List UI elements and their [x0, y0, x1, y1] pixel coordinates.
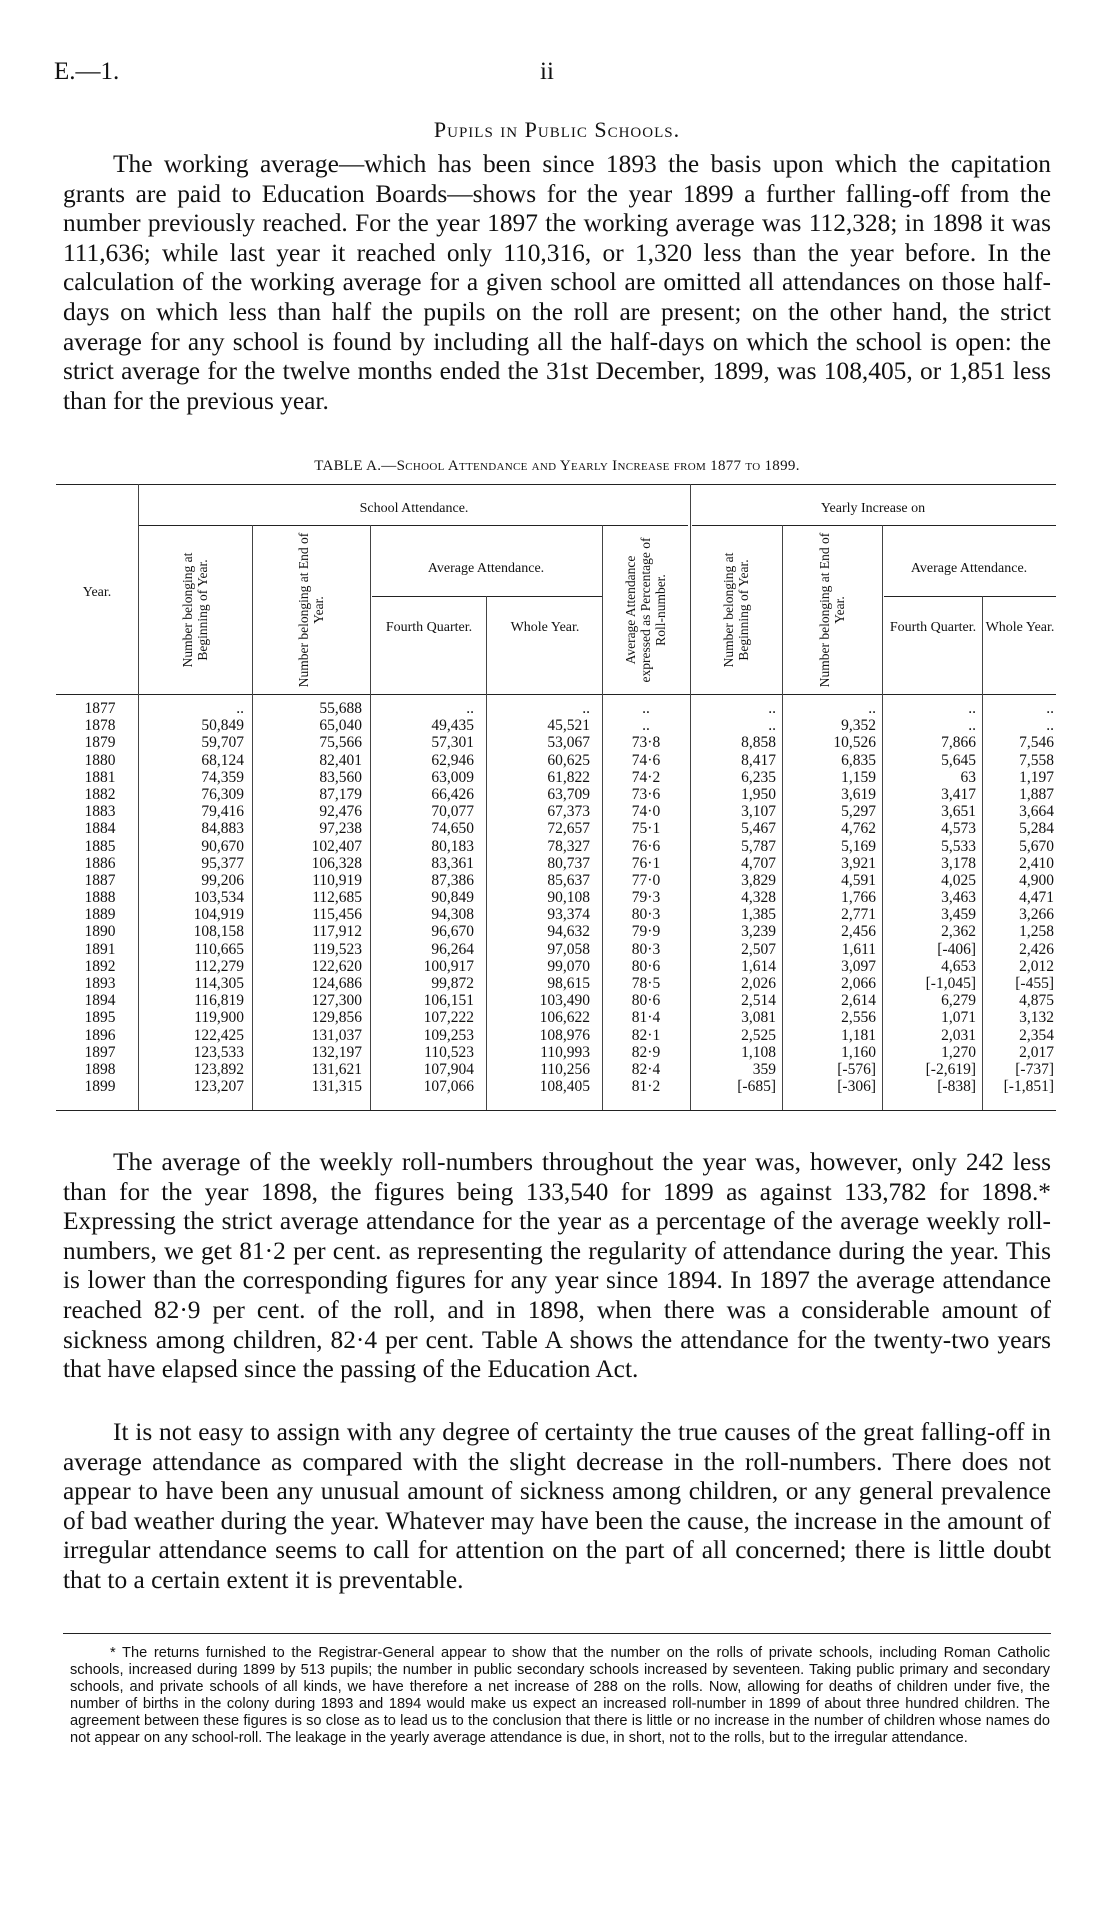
table-cell-inc-num-begin: 2,525 — [741, 1026, 776, 1044]
table-cell-year: 1890 — [84, 923, 116, 941]
table-cell-fourth-q: 106,151 — [423, 992, 474, 1010]
table-cell-inc-num-begin: 1,614 — [741, 957, 776, 975]
table-cell-pct: 75·1 — [631, 820, 661, 838]
col-rule — [690, 484, 691, 1110]
table-caption-title: School Attendance and Yearly Increase from 1877 to 1899. — [396, 458, 800, 474]
table-cell-num-begin: 68,124 — [201, 751, 244, 769]
table-cell-pct: 79·3 — [631, 889, 661, 907]
table-cell-inc-num-end: 5,169 — [841, 837, 876, 855]
footnote — [70, 1645, 1050, 1747]
table-cell-num-begin: 103,534 — [193, 889, 244, 907]
table-cell-inc-whole-y: [-1,851] — [1003, 1078, 1054, 1096]
table-cell-num-begin: 90,670 — [201, 837, 244, 855]
table-cell-inc-num-end: [-306] — [837, 1078, 876, 1096]
table-cell-whole-y: 53,067 — [547, 734, 590, 752]
table-cell-whole-y: .. — [582, 700, 590, 717]
table-cell-whole-y: 103,490 — [539, 992, 590, 1010]
table-cell-inc-whole-y: 2,012 — [1019, 957, 1054, 975]
table-cell-whole-y: 78,327 — [547, 837, 590, 855]
table-cell-whole-y: 45,521 — [547, 717, 590, 735]
table-cell-inc-whole-y: 3,132 — [1019, 1009, 1054, 1027]
table-cell-inc-num-end: 9,352 — [841, 717, 876, 735]
table-cell-fourth-q: 90,849 — [431, 889, 474, 907]
table-cell-whole-y: 94,632 — [547, 923, 590, 941]
table-cell-pct: 73·6 — [631, 785, 661, 803]
table-cell-fourth-q: 57,301 — [431, 734, 474, 752]
column-number-beginning — [140, 700, 244, 1095]
header-increase-fourth-quarter: Fourth Quarter. — [889, 620, 977, 635]
table-cell-inc-fourth-q: [-838] — [937, 1078, 976, 1096]
table-cell-inc-whole-y: 5,284 — [1019, 820, 1054, 838]
table-cell-whole-y: 85,637 — [547, 871, 590, 889]
table-cell-num-begin: 114,305 — [194, 975, 244, 992]
table-cell-pct: 74·6 — [631, 751, 661, 769]
header-average-attendance: Average Attendance. — [427, 561, 545, 576]
table-cell-inc-fourth-q: 4,653 — [941, 957, 976, 975]
header-increase-number-end: Number belonging at End of Year. — [817, 532, 847, 688]
table-cell-pct: 74·0 — [631, 803, 661, 821]
column-fourth-quarter — [372, 700, 474, 1095]
table-cell-inc-num-end: 5,297 — [841, 803, 876, 821]
table-cell-num-end: 129,856 — [311, 1009, 362, 1027]
table-cell-year: 1882 — [84, 785, 116, 803]
table-cell-year: 1892 — [84, 957, 116, 975]
table-cell-inc-whole-y: 2,410 — [1019, 854, 1054, 872]
table-cell-year: 1886 — [84, 854, 116, 872]
table-cell-pct: 82·9 — [631, 1043, 661, 1061]
table-cell-year: 1897 — [84, 1043, 116, 1061]
table-cell-whole-y: 98,615 — [547, 975, 590, 992]
table-cell-num-end: 132,197 — [311, 1043, 362, 1061]
table-cell-inc-num-begin: 3,829 — [741, 871, 776, 889]
table-top-rule — [56, 484, 1056, 485]
group-rule-right — [692, 525, 1056, 526]
avg-att-rule-left — [372, 596, 602, 597]
table-cell-inc-whole-y: 2,426 — [1019, 940, 1054, 958]
table-cell-inc-num-end: 1,181 — [841, 1026, 876, 1044]
table-cell-inc-num-begin: 5,787 — [741, 837, 776, 855]
header-fourth-quarter: Fourth Quarter. — [385, 620, 473, 635]
table-cell-fourth-q: 107,066 — [423, 1078, 474, 1096]
table-bottom-rule — [56, 1110, 1056, 1111]
column-whole-year — [488, 700, 590, 1095]
column-year — [64, 700, 136, 1095]
table-cell-inc-whole-y: .. — [1046, 700, 1054, 717]
column-increase-whole-year — [984, 700, 1054, 1095]
table-cell-num-end: 65,040 — [319, 717, 362, 735]
table-cell-year: 1891 — [84, 940, 116, 958]
table-cell-inc-whole-y: [-737] — [1015, 1060, 1054, 1078]
table-cell-num-end: 112,685 — [312, 889, 362, 907]
table-cell-inc-whole-y: 2,354 — [1019, 1026, 1054, 1044]
group-header-school-attendance: School Attendance. — [359, 501, 469, 516]
table-cell-year: 1885 — [84, 837, 116, 855]
table-cell-year: 1877 — [84, 700, 116, 717]
paragraph-working-average: The working average—which has been since 1893 the basis upon which the capitation grants are paid to Education Boards—shows for the year 1899 a further falling-off from the number previously reached. For the year 1897 the working average was 112,328; in 1898 it was 111,636; while last year it reached only 110,316, or 1,320 less than the year before. In the calculation of the working average for a given school are omitted all attendances on those half-days on which less than half the pupils on the roll are present; on the other hand, the strict average for any school is found by including all the half-days on which the school is open: the strict average for the twelve months ended the 31st December, 1899, was 108,405, or 1,851 less than for the previous year. — [63, 150, 1051, 415]
table-cell-num-begin: 79,416 — [201, 803, 244, 821]
table-cell-inc-num-end: 1,611 — [841, 940, 876, 958]
table-cell-inc-whole-y: 4,900 — [1019, 871, 1054, 889]
table-cell-num-begin: 95,377 — [201, 854, 244, 872]
table-cell-inc-fourth-q: .. — [968, 700, 976, 717]
table-cell-num-begin: 59,707 — [201, 734, 244, 752]
table-cell-fourth-q: 63,009 — [431, 768, 474, 786]
table-cell-inc-num-begin: 1,108 — [741, 1043, 776, 1061]
table-cell-inc-num-end: [-576] — [837, 1060, 876, 1078]
table-cell-inc-num-end: .. — [868, 700, 876, 717]
table-cell-pct: 82·4 — [631, 1060, 661, 1078]
table-cell-num-begin: 99,206 — [201, 871, 244, 889]
table-cell-inc-whole-y: 7,558 — [1019, 751, 1054, 769]
table-cell-inc-fourth-q: [-1,045] — [925, 975, 976, 992]
table-caption — [0, 458, 1114, 475]
table-cell-fourth-q: 70,077 — [431, 803, 474, 821]
header-percentage-roll: Average Attendance expressed as Percentage of Roll-number. — [622, 537, 668, 683]
table-cell-inc-fourth-q: [-2,619] — [925, 1060, 976, 1078]
table-cell-inc-fourth-q: 3,178 — [941, 854, 976, 872]
table-cell-inc-whole-y: 1,887 — [1019, 785, 1054, 803]
avg-att-rule-right — [884, 596, 1056, 597]
table-cell-year: 1899 — [84, 1078, 116, 1096]
table-cell-fourth-q: 74,650 — [431, 820, 474, 838]
table-cell-year: 1887 — [84, 871, 116, 889]
table-cell-whole-y: 106,622 — [539, 1009, 590, 1027]
table-cell-num-end: 75,566 — [319, 734, 362, 752]
table-cell-num-begin: 123,892 — [193, 1060, 244, 1078]
table-cell-year: 1889 — [84, 906, 116, 924]
table-cell-num-begin: 76,309 — [201, 785, 244, 803]
table-cell-num-end: 55,688 — [319, 700, 362, 717]
table-cell-fourth-q: .. — [466, 700, 474, 717]
table-cell-inc-whole-y: 4,471 — [1019, 889, 1054, 907]
col-rule — [782, 525, 783, 1110]
table-cell-inc-num-end: 2,556 — [841, 1009, 876, 1027]
table-cell-inc-num-begin: .. — [768, 717, 776, 735]
table-cell-pct: .. — [642, 700, 650, 717]
table-cell-num-begin: 110,665 — [194, 940, 244, 958]
table-cell-inc-num-begin: 2,026 — [741, 975, 776, 992]
table-cell-inc-num-begin: 8,417 — [741, 751, 776, 769]
section-title: Pupils in Public Schools. — [433, 117, 681, 142]
table-cell-year: 1884 — [84, 820, 116, 838]
header-increase-whole-year: Whole Year. — [985, 620, 1055, 635]
table-cell-num-begin: 84,883 — [201, 820, 244, 838]
footnote-text: * The returns furnished to the Registrar-General appear to show that the number on the rolls of private schools, including Roman Catholic schools, increased during 1899 by 513 pupils; the number in public secondary schools increased by seventeen. Taking public primary and secondary schools, and private schools of all kinds, we have therefore a net increase of 288 on the rolls. Now, allowing for deaths of children under five, the number of births in the colony during 1893 and 1894 would make us expect an increased roll-number in 1899 of about three hundred children. The agreement between these figures is so close as to lead us to the conclusion that there is little or no increase in the number of children whose names do not appear on any school-roll. The leakage in the yearly average attendance is due, in short, not to the rolls, but to the irregular attendance. — [70, 1645, 1050, 1746]
table-cell-whole-y: 90,108 — [547, 889, 590, 907]
table-cell-inc-num-end: 1,159 — [841, 768, 876, 786]
col-rule — [252, 525, 253, 1110]
table-cell-inc-num-end: 1,766 — [841, 889, 876, 907]
table-cell-inc-num-begin: [-685] — [737, 1078, 776, 1096]
table-cell-whole-y: 110,256 — [540, 1060, 590, 1078]
table-cell-whole-y: 110,993 — [540, 1043, 590, 1061]
table-cell-num-end: 119,523 — [312, 940, 362, 958]
table-cell-pct: .. — [642, 717, 650, 735]
table-cell-inc-fourth-q: 4,573 — [941, 820, 976, 838]
table-cell-inc-num-begin: 2,514 — [741, 992, 776, 1010]
table-cell-fourth-q: 83,361 — [431, 854, 474, 872]
table-cell-inc-fourth-q: 3,651 — [941, 803, 976, 821]
table-cell-inc-num-end: 3,619 — [841, 785, 876, 803]
table-cell-inc-whole-y: 3,664 — [1019, 803, 1054, 821]
table-cell-inc-fourth-q: 2,031 — [941, 1026, 976, 1044]
table-cell-whole-y: 60,625 — [547, 751, 590, 769]
table-cell-fourth-q: 107,904 — [423, 1060, 474, 1078]
column-percentage — [604, 700, 688, 1095]
table-cell-num-end: 106,328 — [311, 854, 362, 872]
paragraph-roll-numbers: The average of the weekly roll-numbers throughout the year was, however, only 242 less than for the year 1898, the figures being 133,540 for 1899 as against 133,782 for 1898.* Expressing the strict average attendance for the year as a percentage of the average weekly roll-numbers, we get 81·2 per cent. as representing the regularity of attendance during the year. This is lower than the corresponding figures for any year since 1894. In 1897 the average attendance reached 82·9 per cent. of the roll, and in 1898, when there was a considerable amount of sickness among children, 82·4 per cent. Table A shows the attendance for the twenty-two years that have elapsed since the passing of the Education Act. — [63, 1148, 1051, 1384]
table-cell-num-end: 131,621 — [311, 1060, 362, 1078]
table-cell-inc-num-end: 4,591 — [841, 871, 876, 889]
table-cell-inc-whole-y: [-455] — [1015, 975, 1054, 992]
table-cell-num-end: 102,407 — [311, 837, 362, 855]
table-cell-fourth-q: 66,426 — [431, 785, 474, 803]
table-cell-year: 1878 — [84, 717, 116, 735]
table-cell-whole-y: 80,737 — [547, 854, 590, 872]
table-cell-pct: 82·1 — [631, 1026, 661, 1044]
table-cell-whole-y: 97,058 — [547, 940, 590, 958]
table-cell-num-begin: 119,900 — [194, 1009, 244, 1027]
table-cell-whole-y: 72,657 — [547, 820, 590, 838]
table-cell-inc-num-end: 6,835 — [841, 751, 876, 769]
table-cell-num-end: 117,912 — [312, 923, 362, 941]
col-rule — [486, 596, 487, 1110]
table-cell-inc-num-begin: .. — [768, 700, 776, 717]
table-cell-pct: 76·6 — [631, 837, 661, 855]
header-bottom-rule — [56, 694, 1056, 695]
table-cell-year: 1888 — [84, 889, 116, 907]
column-number-end — [254, 700, 362, 1095]
col-rule — [370, 525, 371, 1110]
table-cell-inc-num-end: 1,160 — [841, 1043, 876, 1061]
table-cell-inc-num-end: 2,771 — [841, 906, 876, 924]
table-cell-inc-whole-y: 2,017 — [1019, 1043, 1054, 1061]
table-cell-num-end: 122,620 — [311, 957, 362, 975]
table-cell-inc-whole-y: .. — [1046, 717, 1054, 735]
header-year: Year. — [82, 585, 112, 600]
table-cell-pct: 80·6 — [631, 957, 661, 975]
table-cell-inc-fourth-q: 3,417 — [941, 785, 976, 803]
table-cell-num-end: 115,456 — [312, 906, 362, 924]
table-cell-pct: 81·4 — [631, 1009, 661, 1027]
table-cell-fourth-q: 80,183 — [431, 837, 474, 855]
table-cell-inc-fourth-q: 7,866 — [941, 734, 976, 752]
table-cell-inc-fourth-q: 6,279 — [941, 992, 976, 1010]
header-number-end: Number belonging at End of Year. — [296, 532, 326, 688]
table-cell-inc-num-begin: 3,239 — [741, 923, 776, 941]
paragraph-causes: It is not easy to assign with any degree of certainty the true causes of the great falling-off in average attendance as compared with the slight decrease in the roll-numbers. There does not appear to have been any unusual amount of sickness among children, or any general prevalence of bad weather during the year. Whatever may have been the cause, the increase in the amount of irregular attendance seems to call for attention on the part of all concerned; there is little doubt that to a certain extent it is preventable. — [63, 1418, 1051, 1594]
table-cell-inc-num-begin: 2,507 — [741, 940, 776, 958]
table-cell-inc-fourth-q: [-406] — [937, 940, 976, 958]
table-cell-year: 1896 — [84, 1026, 116, 1044]
table-cell-num-begin: 123,533 — [193, 1043, 244, 1061]
table-cell-year: 1898 — [84, 1060, 116, 1078]
table-cell-pct: 81·2 — [631, 1078, 661, 1096]
table-cell-inc-num-begin: 1,950 — [741, 785, 776, 803]
table-cell-whole-y: 108,405 — [539, 1078, 590, 1096]
table-cell-inc-fourth-q: .. — [968, 717, 976, 735]
table-cell-inc-whole-y: 3,266 — [1019, 906, 1054, 924]
table-cell-inc-fourth-q: 5,533 — [941, 837, 976, 855]
header-increase-number-beginning: Number belonging at Beginning of Year. — [721, 552, 751, 668]
table-cell-whole-y: 61,822 — [547, 768, 590, 786]
table-cell-year: 1880 — [84, 751, 116, 769]
table-cell-fourth-q: 100,917 — [423, 957, 474, 975]
header-whole-year: Whole Year. — [510, 620, 580, 635]
table-cell-num-end: 82,401 — [319, 751, 362, 769]
table-cell-num-begin: 104,919 — [193, 906, 244, 924]
table-cell-num-end: 124,686 — [311, 975, 362, 992]
table-cell-num-end: 131,037 — [311, 1026, 362, 1044]
table-cell-num-begin: 112,279 — [194, 957, 244, 975]
column-increase-fourth-quarter — [884, 700, 976, 1095]
table-cell-pct: 77·0 — [631, 871, 661, 889]
table-cell-whole-y: 67,373 — [547, 803, 590, 821]
column-increase-number-beginning — [692, 700, 776, 1095]
table-cell-pct: 80·6 — [631, 992, 661, 1010]
table-cell-inc-num-end: 2,066 — [841, 975, 876, 992]
table-cell-fourth-q: 94,308 — [431, 906, 474, 924]
table-cell-pct: 76·1 — [631, 854, 661, 872]
table-cell-inc-fourth-q: 5,645 — [941, 751, 976, 769]
table-cell-year: 1893 — [84, 975, 116, 992]
page-number: ii — [540, 58, 554, 85]
table-cell-whole-y: 108,976 — [539, 1026, 590, 1044]
table-cell-inc-num-begin: 1,385 — [741, 906, 776, 924]
table-cell-year: 1894 — [84, 992, 116, 1010]
table-cell-inc-num-begin: 8,858 — [741, 734, 776, 752]
table-cell-num-end: 97,238 — [319, 820, 362, 838]
table-cell-fourth-q: 87,386 — [431, 871, 474, 889]
table-cell-num-begin: .. — [236, 700, 244, 717]
table-cell-inc-whole-y: 1,258 — [1019, 923, 1054, 941]
table-cell-inc-num-end: 4,762 — [841, 820, 876, 838]
header-number-beginning: Number belonging at Beginning of Year. — [180, 552, 210, 668]
table-cell-inc-num-begin: 3,081 — [741, 1009, 776, 1027]
table-cell-inc-fourth-q: 3,463 — [941, 889, 976, 907]
table-cell-whole-y: 63,709 — [547, 785, 590, 803]
table-cell-num-end: 131,315 — [311, 1078, 362, 1096]
table-cell-num-end: 87,179 — [319, 785, 362, 803]
table-cell-inc-num-end: 3,097 — [841, 957, 876, 975]
table-cell-pct: 74·2 — [631, 768, 661, 786]
table-cell-num-end: 127,300 — [311, 992, 362, 1010]
table-cell-pct: 80·3 — [631, 940, 661, 958]
table-cell-inc-fourth-q: 3,459 — [941, 906, 976, 924]
col-rule — [882, 525, 883, 1110]
table-cell-num-begin: 123,207 — [193, 1078, 244, 1096]
table-cell-inc-whole-y: 1,197 — [1019, 768, 1054, 786]
table-cell-inc-num-end: 2,614 — [841, 992, 876, 1010]
table-cell-inc-num-end: 2,456 — [841, 923, 876, 941]
table-cell-num-begin: 74,359 — [201, 768, 244, 786]
group-header-yearly-increase: Yearly Increase on — [820, 501, 926, 516]
table-cell-year: 1879 — [84, 734, 116, 752]
table-cell-pct: 80·3 — [631, 906, 661, 924]
table-cell-inc-num-begin: 4,328 — [741, 889, 776, 907]
table-cell-num-end: 110,919 — [312, 871, 362, 889]
table-cell-year: 1881 — [84, 768, 116, 786]
table-cell-inc-num-end: 3,921 — [841, 854, 876, 872]
table-cell-fourth-q: 62,946 — [431, 751, 474, 769]
column-increase-number-end — [784, 700, 876, 1095]
table-cell-fourth-q: 109,253 — [423, 1026, 474, 1044]
col-rule — [982, 596, 983, 1110]
table-cell-fourth-q: 99,872 — [431, 975, 474, 992]
table-cell-inc-fourth-q: 63 — [960, 768, 976, 786]
table-cell-year: 1883 — [84, 803, 116, 821]
table-cell-inc-fourth-q: 1,270 — [941, 1043, 976, 1061]
table-cell-fourth-q: 110,523 — [424, 1043, 474, 1061]
table-cell-inc-whole-y: 7,546 — [1019, 734, 1054, 752]
table-cell-whole-y: 93,374 — [547, 906, 590, 924]
table-cell-inc-num-begin: 359 — [752, 1060, 776, 1078]
table-cell-whole-y: 99,070 — [547, 957, 590, 975]
table-cell-inc-fourth-q: 1,071 — [941, 1009, 976, 1027]
table-cell-pct: 78·5 — [631, 975, 661, 992]
table-cell-inc-num-begin: 3,107 — [741, 803, 776, 821]
table-cell-inc-fourth-q: 2,362 — [941, 923, 976, 941]
table-cell-num-end: 92,476 — [319, 803, 362, 821]
col-rule — [138, 484, 139, 1110]
page-header-reference: E.—1. — [54, 58, 120, 85]
table-cell-num-begin: 108,158 — [193, 923, 244, 941]
table-cell-num-begin: 122,425 — [193, 1026, 244, 1044]
table-cell-fourth-q: 96,670 — [431, 923, 474, 941]
table-cell-num-begin: 50,849 — [201, 717, 244, 735]
table-cell-inc-num-begin: 5,467 — [741, 820, 776, 838]
table-cell-inc-num-end: 10,526 — [833, 734, 876, 752]
table-cell-pct: 73·8 — [631, 734, 661, 752]
header-increase-average-attendance: Average Attendance. — [910, 561, 1028, 576]
table-cell-fourth-q: 96,264 — [431, 940, 474, 958]
table-cell-inc-fourth-q: 4,025 — [941, 871, 976, 889]
table-cell-inc-num-begin: 4,707 — [741, 854, 776, 872]
col-rule — [602, 525, 603, 1110]
group-rule-left — [138, 525, 688, 526]
footnote-rule — [63, 1633, 1051, 1634]
table-caption-prefix: TABLE A.— — [314, 458, 397, 474]
table-cell-inc-whole-y: 4,875 — [1019, 992, 1054, 1010]
table-cell-num-end: 83,560 — [319, 768, 362, 786]
table-cell-year: 1895 — [84, 1009, 116, 1027]
table-cell-pct: 79·9 — [631, 923, 661, 941]
table-cell-num-begin: 116,819 — [194, 992, 244, 1010]
table-cell-fourth-q: 49,435 — [431, 717, 474, 735]
table-cell-inc-whole-y: 5,670 — [1019, 837, 1054, 855]
table-cell-inc-num-begin: 6,235 — [741, 768, 776, 786]
table-cell-fourth-q: 107,222 — [423, 1009, 474, 1027]
